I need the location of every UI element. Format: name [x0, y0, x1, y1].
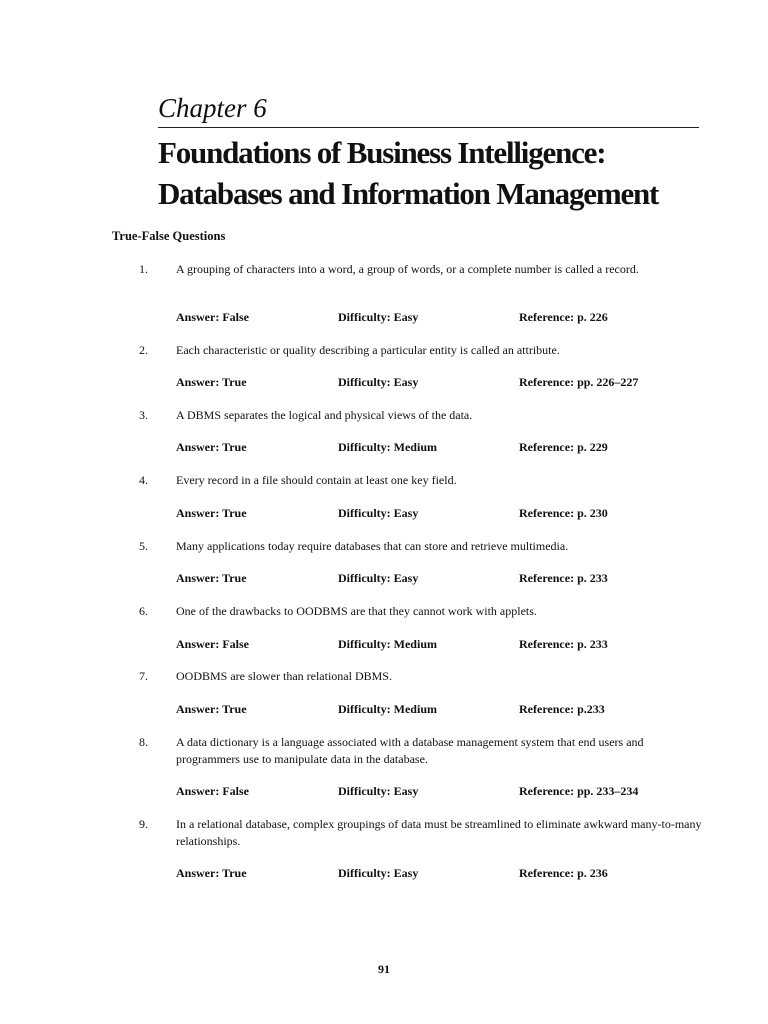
reference-label: Reference: p. 233: [519, 637, 608, 651]
question-text: A data dictionary is a language associated with a database management system that end users and programmers use to manipulate data in the database.: [176, 735, 644, 766]
answer-label: Answer: True: [176, 866, 247, 880]
answer-label: Answer: False: [176, 637, 249, 651]
question-number: 2.: [139, 343, 148, 357]
answer-label: Answer: True: [176, 375, 247, 389]
difficulty-label: Difficulty: Easy: [338, 506, 419, 520]
difficulty-label: Difficulty: Easy: [338, 866, 419, 880]
question-number: 4.: [139, 473, 148, 487]
difficulty-label: Difficulty: Easy: [338, 571, 419, 585]
section-heading: True-False Questions: [112, 229, 226, 243]
answer-label: Answer: True: [176, 571, 247, 585]
question-text: Each characteristic or quality describing a particular entity is called an attribute.: [176, 343, 560, 357]
reference-label: Reference: p. 229: [519, 440, 608, 454]
difficulty-label: Difficulty: Medium: [338, 637, 437, 651]
difficulty-label: Difficulty: Easy: [338, 784, 419, 798]
question-number: 3.: [139, 408, 148, 422]
answer-label: Answer: True: [176, 702, 247, 716]
reference-label: Reference: p. 236: [519, 866, 608, 880]
title-rule: [158, 127, 699, 128]
answer-label: Answer: False: [176, 784, 249, 798]
answer-label: Answer: True: [176, 440, 247, 454]
difficulty-label: Difficulty: Medium: [338, 702, 437, 716]
question-text: One of the drawbacks to OODBMS are that they cannot work with applets.: [176, 604, 537, 618]
reference-label: Reference: p. 230: [519, 506, 608, 520]
question-text: In a relational database, complex groupings of data must be streamlined to eliminate awkward many-to-many relationships.: [176, 817, 702, 848]
reference-label: Reference: pp. 233–234: [519, 784, 639, 798]
reference-label: Reference: p. 226: [519, 310, 608, 324]
question-text: A grouping of characters into a word, a group of words, or a complete number is called a record.: [176, 262, 639, 276]
page-number: 91: [378, 962, 390, 976]
question-text: OODBMS are slower than relational DBMS.: [176, 669, 392, 683]
question-number: 9.: [139, 817, 148, 831]
question-number: 5.: [139, 539, 148, 553]
question-number: 6.: [139, 604, 148, 618]
answer-label: Answer: False: [176, 310, 249, 324]
question-number: 7.: [139, 669, 148, 683]
answer-label: Answer: True: [176, 506, 247, 520]
reference-label: Reference: p. 233: [519, 571, 608, 585]
difficulty-label: Difficulty: Easy: [338, 375, 419, 389]
chapter-title-line-1: Foundations of Business Intelligence:: [158, 135, 606, 170]
question-number: 8.: [139, 735, 148, 749]
reference-label: Reference: p.233: [519, 702, 605, 716]
question-text: Every record in a file should contain at least one key field.: [176, 473, 457, 487]
reference-label: Reference: pp. 226–227: [519, 375, 639, 389]
question-text: A DBMS separates the logical and physical views of the data.: [176, 408, 473, 422]
chapter-title: [158, 132, 718, 214]
question-number: 1.: [139, 262, 148, 276]
chapter-label: Chapter 6: [158, 93, 267, 123]
difficulty-label: Difficulty: Medium: [338, 440, 437, 454]
chapter-title-line-2: Databases and Information Management: [158, 176, 659, 211]
question-text: Many applications today require databases that can store and retrieve multimedia.: [176, 539, 569, 553]
difficulty-label: Difficulty: Easy: [338, 310, 419, 324]
